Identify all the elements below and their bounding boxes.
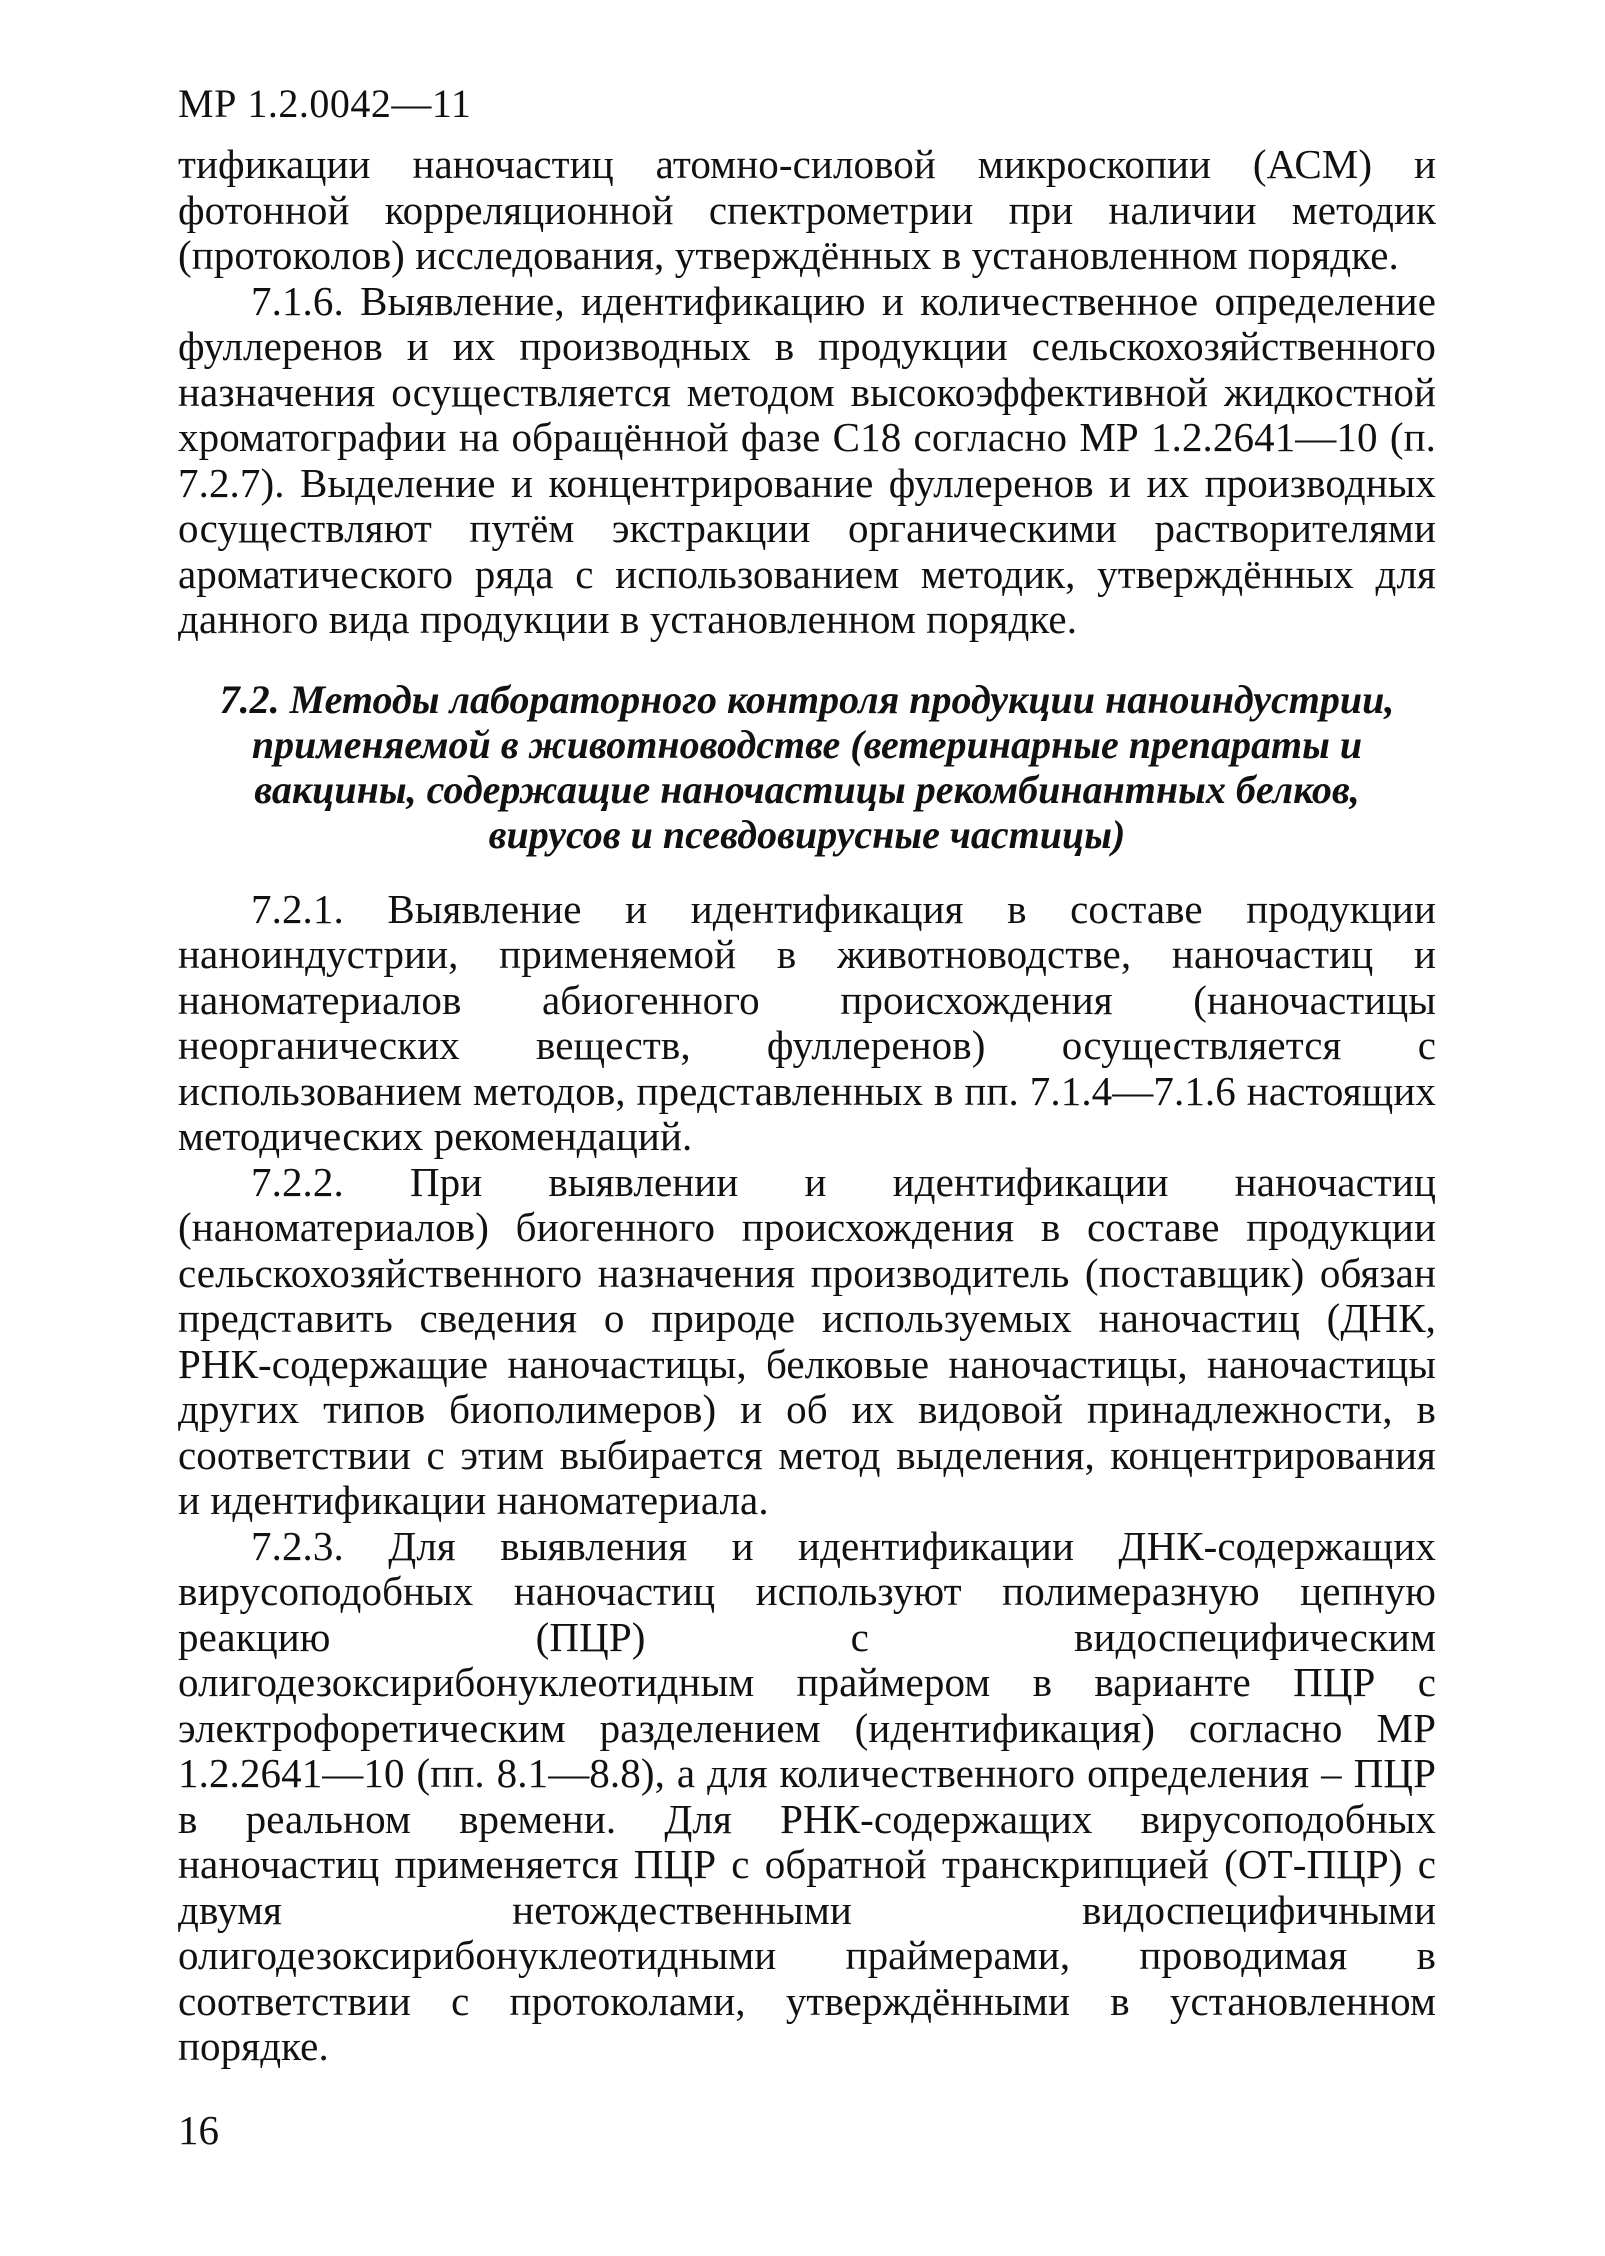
- paragraph-continuation: тификации наночастиц атомно-силовой микроскопии (АСМ) и фотонной корреляционной спектрометрии при наличии методик (протоколов) исследования, утверждённых в установленном порядке.: [178, 141, 1436, 278]
- paragraph-7-2-2: 7.2.2. При выявлении и идентификации наночастиц (наноматериалов) биогенного происхождения в составе продукции сельскохозяйственного назначения производитель (поставщик) обязан представить сведения о природе используемых наночастиц (ДНК, РНК-содержащие наночастицы, белковые наночастицы, наночастицы других типов биополимеров) и об их видовой принадлежности, в соответствии с этим выбирается метод выделения, концентрирования и идентификации наноматериала.: [178, 1158, 1436, 1523]
- paragraph-7-2-1: 7.2.1. Выявление и идентификация в составе продукции наноиндустрии, применяемой в животноводстве, наночастиц и наноматериалов абиогенного происхождения (наночастицы неорганических веществ, фуллеренов) осуществляется с использованием методов, представленных в пп. 7.1.4—7.1.6 настоящих методических рекомендаций.: [178, 885, 1436, 1159]
- paragraph-7-1-6: 7.1.6. Выявление, идентификацию и количественное определение фуллеренов и их производных в продукции сельскохозяйственного назначения осуществляется методом высокоэффективной жидкостной хроматографии на обращённой фазе С18 согласно МР 1.2.2641—10 (п. 7.2.7). Выделение и концентрирование фуллеренов и их производных осуществляют путём экстракции органическими растворителями ароматического ряда с использованием методик, утверждённых для данного вида продукции в установленном порядке.: [178, 277, 1436, 642]
- section-heading-7-2: 7.2. Методы лабораторного контроля продукции наноиндустрии, применяемой в животноводстве (ветеринарные препараты и вакцины, содержащие наночастицы рекомбинантных белков, вирусов и псевдовирусные частицы): [219, 676, 1395, 857]
- document-page: [178, 80, 1436, 2070]
- running-header: МР 1.2.0042—11: [178, 81, 472, 126]
- paragraph-7-2-3: 7.2.3. Для выявления и идентификации ДНК-содержащих вирусоподобных наночастиц используют полимеразную цепную реакцию (ПЦР) с видоспецифическим олигодезоксирибонуклеотидным праймером в варианте ПЦР с электрофоретическим разделением (идентификация) согласно МР 1.2.2641—10 (пп. 8.1—8.8), а для количественного определения – ПЦР в реальном времени. Для РНК-содержащих вирусоподобных наночастиц применяется ПЦР с обратной транскрипцией (ОТ-ПЦР) с двумя нетождественными видоспецифичными олигодезоксирибонуклеотидными праймерами, проводимая в соответствии с протоколами, утверждёнными в установленном порядке.: [178, 1522, 1436, 2069]
- page-number: 16: [178, 2107, 219, 2153]
